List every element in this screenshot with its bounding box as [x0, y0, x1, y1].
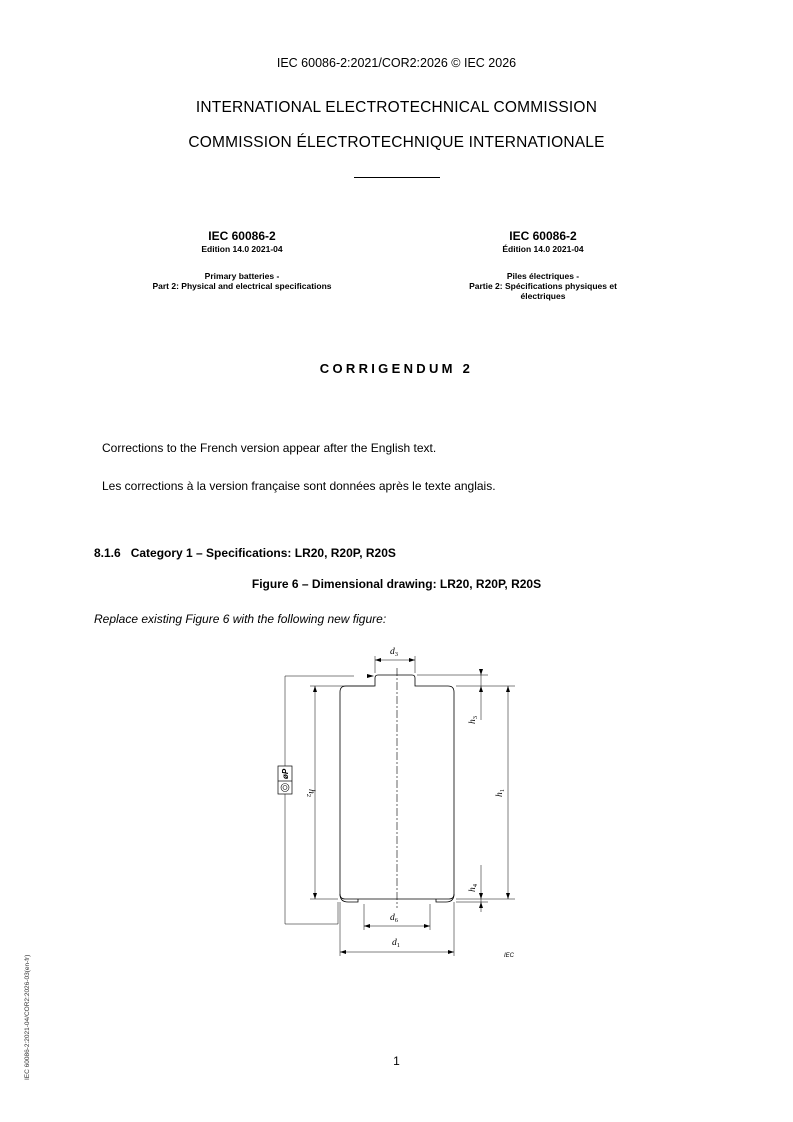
header-divider	[354, 177, 440, 178]
edition-fr: Édition 14.0 2021-04	[502, 244, 584, 254]
d1-label: $d_1$	[392, 938, 400, 949]
corrigendum-title: CORRIGENDUM 2	[319, 361, 474, 376]
d6-label: $d_6$	[390, 913, 398, 924]
figure-title: Figure 6 – Dimensional drawing: LR20, R20P, R20S	[251, 577, 542, 591]
h4-label: $h_4$	[468, 884, 479, 892]
standard-number-fr: IEC 60086-2	[509, 229, 577, 243]
standard-title-fr	[383, 271, 703, 301]
title-fr-line1: Piles électriques -	[506, 271, 580, 281]
note-english: Corrections to the French version appear after the English text.	[102, 441, 437, 455]
tolerance-frame	[278, 766, 292, 794]
title-fr-line3: électriques	[520, 291, 566, 301]
title-fr-line2: Partie 2: Spécifications physiques et	[469, 281, 617, 291]
french-column	[383, 229, 703, 301]
bottom-foot-right	[436, 894, 454, 902]
page-number: 1	[393, 1054, 400, 1068]
side-document-code: IEC 60086-2:2021-04/COR2:2026-03(en-fr)	[24, 954, 31, 1080]
organization-name-fr: COMMISSION ÉLECTROTECHNIQUE INTERNATIONALE	[188, 134, 605, 151]
d3-label: $d_3$	[390, 647, 398, 658]
clause-heading: 8.1.6 Category 1 – Specifications: LR20, R20P, R20S	[94, 546, 396, 560]
title-en-line2: Part 2: Physical and electrical specifications	[152, 281, 332, 291]
note-french: Les corrections à la version française sont données après le texte anglais.	[102, 479, 496, 493]
h3-label: $h_3$	[468, 716, 479, 724]
standard-title-en	[82, 271, 402, 291]
tolerance-label: øP	[281, 768, 290, 779]
document-reference: IEC 60086-2:2021/COR2:2026 © IEC 2026	[276, 56, 517, 70]
h1-label: $h_1$	[495, 789, 506, 797]
tolerance-leader	[285, 676, 354, 766]
dimensional-drawing	[270, 640, 530, 970]
arrowheads	[313, 658, 510, 954]
edition-en: Edition 14.0 2021-04	[201, 244, 283, 254]
bottom-foot-left	[340, 894, 358, 902]
iec-credit: IEC	[504, 953, 515, 959]
title-en-line1: Primary batteries -	[204, 271, 280, 281]
standard-number-en: IEC 60086-2	[208, 229, 276, 243]
instruction-text: Replace existing Figure 6 with the following new figure:	[94, 612, 387, 626]
english-column	[82, 229, 402, 291]
h2-label: $h_2$	[305, 789, 316, 797]
organization-name-en: INTERNATIONAL ELECTROTECHNICAL COMMISSION	[195, 99, 598, 116]
